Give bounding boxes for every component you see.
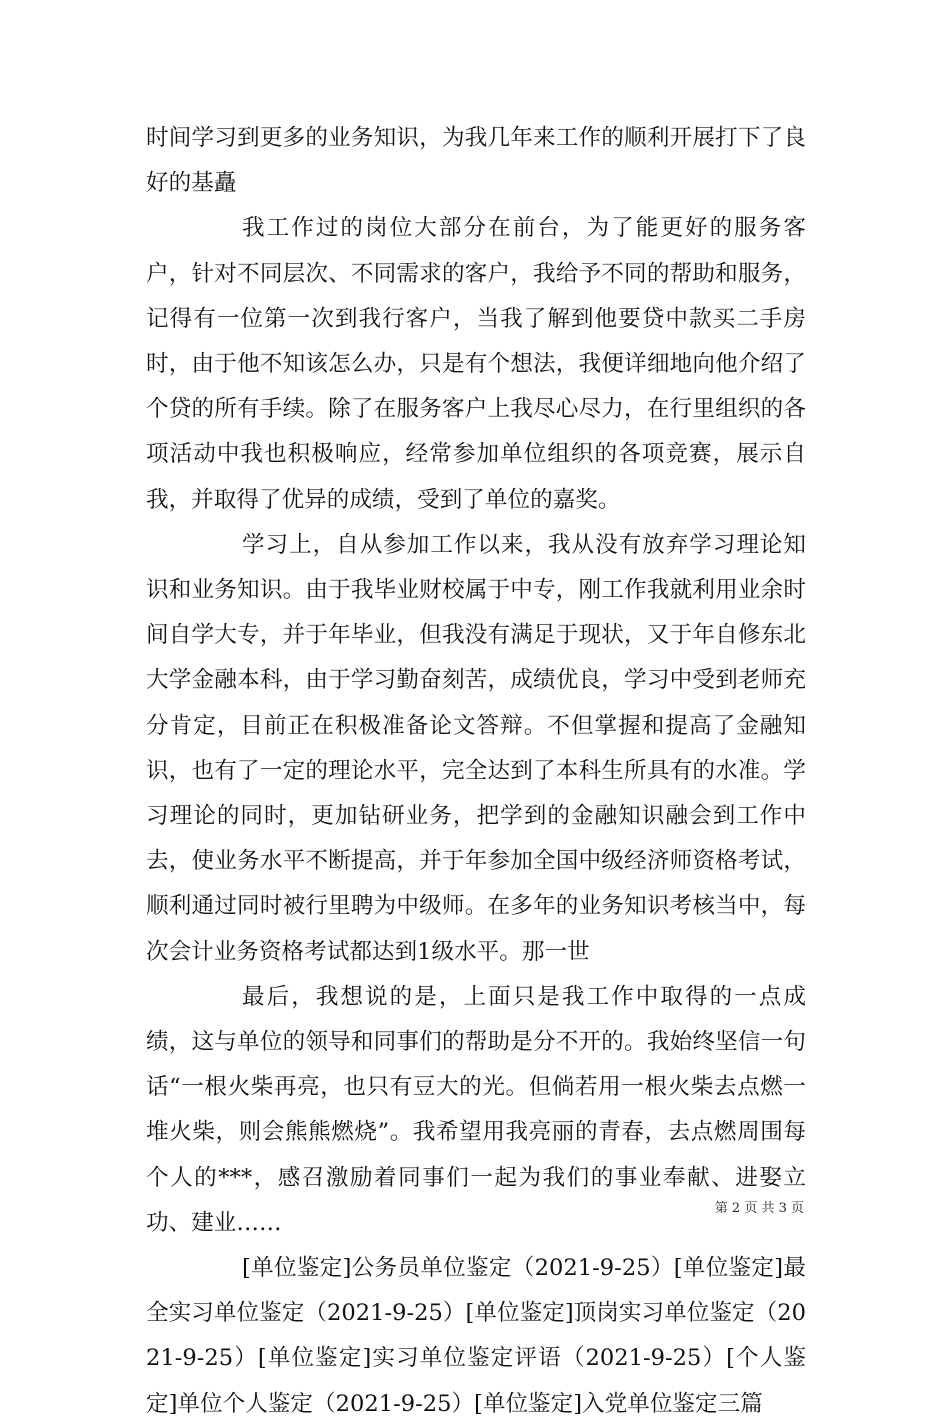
page-number: 第 2 页 共 3 页 [714, 1201, 804, 1216]
paragraph-front-desk-service: 我工作过的岗位大部分在前台，为了能更好的服务客户，针对不同层次、不同需求的客户，我给予不同的帮助和服务，记得有一位第一次到我行客户，当我了解到他要贷中款买二手房时，由于他不知该怎么办，只是有个想法，我便详细地向他介绍了个贷的所有手续。除了在服务客户上我尽心尽力，在行里组织的各项活动中我也积极响应，经常参加单位组织的各项竞赛，展示自我，并取得了优异的成绩，受到了单位的嘉奖。 [146, 215, 806, 513]
paragraph-study: 学习上，自从参加工作以来，我从没有放弃学习理论知识和业务知识。由于我毕业财校属于中专，刚工作我就利用业余时间自学大专，并于年毕业，但我没有满足于现状，又于年自修东北大学金融本科，由于学习勤奋刻苦，成绩优良，学习中受到老师充分肯定，目前正在积极准备论文答辩。不但掌握和提高了金融知识，也有了一定的理论水平，完全达到了本科生所具有的水准。学习理论的同时，更加钻研业务，把学到的金融知识融会到工作中去，使业务水平不断提高，并于年参加全国中级经济师资格考试，顺利通过同时被行里聘为中级师。在多年的业务知识考核当中，每次会计业务资格考试都达到1级水平。那一世 [146, 531, 806, 965]
document-body [146, 116, 806, 1427]
paragraph-conclusion: 最后，我想说的是，上面只是我工作中取得的一点成绩，这与单位的领导和同事们的帮助是分不开的。我始终坚信一句话“一根火柴再亮，也只有豆大的光。但倘若用一根火柴去点燃一堆火柴，则会熊熊燃烧”。我希望用我亮丽的青春，去点燃周围每个人的***，感召激励着同事们一起为我们的事业奉献、进娶立功、建业…… [146, 983, 806, 1236]
paragraph-continuation: 时间学习到更多的业务知识，为我几年来工作的顺利开展打下了良好的基矗 [146, 125, 806, 197]
paragraph-related-links: [单位鉴定]公务员单位鉴定（2021-9-25）[单位鉴定]最全实习单位鉴定（2021-9-25）[单位鉴定]顶岗实习单位鉴定（2021-9-25）[单位鉴定]实习单位鉴定评语（2021-9-25）[个人鉴定]单位个人鉴定（2021-9-25）[单位鉴定]入党单位鉴定三篇 [146, 1255, 806, 1417]
